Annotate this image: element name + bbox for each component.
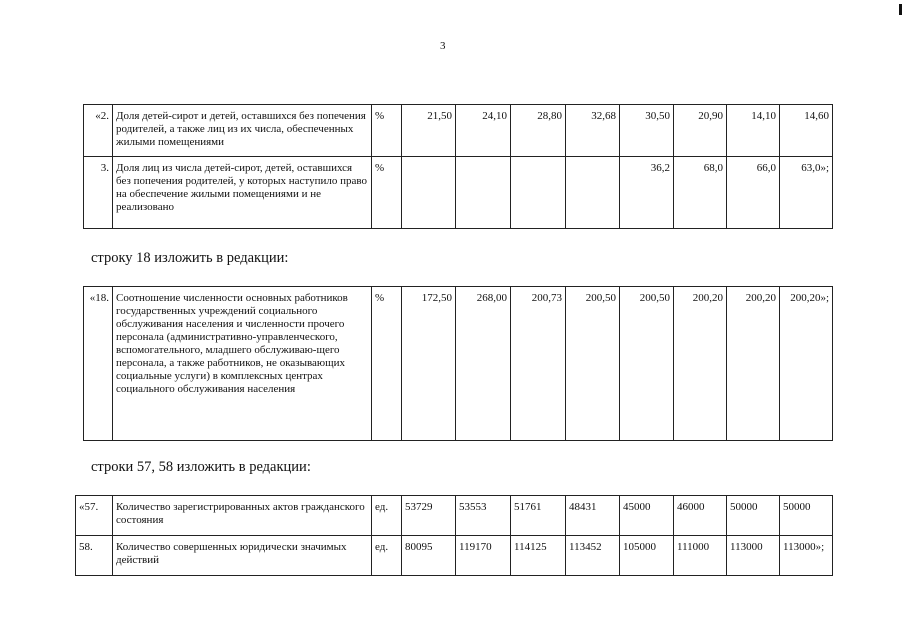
value-cell: 14,10: [727, 105, 780, 157]
unit: %: [372, 105, 402, 157]
indicators-table-3: [75, 495, 833, 576]
table-row: [76, 496, 833, 536]
section-heading: строку 18 изложить в редакции:: [91, 250, 289, 266]
value-cell: [511, 157, 566, 229]
value-cell: 24,10: [456, 105, 511, 157]
value-cell: 53729: [402, 496, 456, 536]
row-number: «2.: [84, 105, 113, 157]
value-cell: [402, 157, 456, 229]
row-number: «18.: [84, 287, 113, 441]
value-cell: 46000: [674, 496, 727, 536]
value-cell: 36,2: [620, 157, 674, 229]
row-number: 3.: [84, 157, 113, 229]
value-cell: 200,73: [511, 287, 566, 441]
indicators-table-2: [83, 286, 833, 441]
value-cell: 21,50: [402, 105, 456, 157]
value-cell: 66,0: [727, 157, 780, 229]
scan-edge-mark: [899, 4, 902, 15]
value-cell: 32,68: [566, 105, 620, 157]
value-cell: 80095: [402, 536, 456, 576]
value-cell: 105000: [620, 536, 674, 576]
indicator-name: Соотношение численности основных работников государственных учреждений социального обслуживания населения и численности прочего персонала (административно-управленческого, вспомогательного, младшего обслуживаю-щего персонала, а также работников, не оказывающих социальные услуги) в комплексных центрах социального обслуживания населения: [113, 287, 372, 441]
table-row: [84, 105, 833, 157]
value-cell: 50000: [727, 496, 780, 536]
unit: %: [372, 287, 402, 441]
value-cell: 14,60: [780, 105, 833, 157]
value-cell: 45000: [620, 496, 674, 536]
value-cell: 200,20: [727, 287, 780, 441]
value-cell: 268,00: [456, 287, 511, 441]
value-cell: 119170: [456, 536, 511, 576]
table-row: [76, 536, 833, 576]
section-heading: строки 57, 58 изложить в редакции:: [91, 459, 311, 475]
unit: ед.: [372, 536, 402, 576]
value-cell: 114125: [511, 536, 566, 576]
indicator-name: Количество зарегистрированных актов гражданского состояния: [113, 496, 372, 536]
value-cell: [566, 157, 620, 229]
value-cell: 200,20»;: [780, 287, 833, 441]
value-cell: 200,50: [566, 287, 620, 441]
value-cell: 68,0: [674, 157, 727, 229]
value-cell: 28,80: [511, 105, 566, 157]
value-cell: [456, 157, 511, 229]
indicator-name: Количество совершенных юридически значимых действий: [113, 536, 372, 576]
indicator-name: Доля лиц из числа детей-сирот, детей, оставшихся без попечения родителей, у которых наступило право на обеспечение жилыми помещениями и не реализовано: [113, 157, 372, 229]
value-cell: 111000: [674, 536, 727, 576]
indicators-table-1: [83, 104, 833, 229]
value-cell: 172,50: [402, 287, 456, 441]
value-cell: 51761: [511, 496, 566, 536]
table-row: [84, 157, 833, 229]
value-cell: 20,90: [674, 105, 727, 157]
unit: ед.: [372, 496, 402, 536]
unit: %: [372, 157, 402, 229]
value-cell: 113452: [566, 536, 620, 576]
value-cell: 200,20: [674, 287, 727, 441]
value-cell: 30,50: [620, 105, 674, 157]
value-cell: 200,50: [620, 287, 674, 441]
value-cell: 63,0»;: [780, 157, 833, 229]
table-row: [84, 287, 833, 441]
row-number: «57.: [76, 496, 113, 536]
value-cell: 113000: [727, 536, 780, 576]
value-cell: 48431: [566, 496, 620, 536]
value-cell: 50000: [780, 496, 833, 536]
value-cell: 53553: [456, 496, 511, 536]
page-number: 3: [440, 40, 446, 52]
row-number: 58.: [76, 536, 113, 576]
indicator-name: Доля детей-сирот и детей, оставшихся без попечения родителей, а также лиц из их числа, обеспеченных жилыми помещениями: [113, 105, 372, 157]
value-cell: 113000»;: [780, 536, 833, 576]
